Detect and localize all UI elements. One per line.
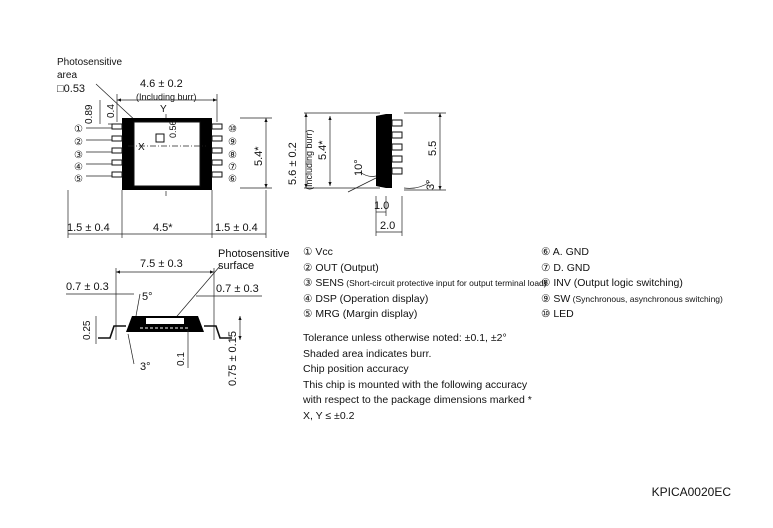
angle5-leader	[136, 294, 140, 316]
lead-right-dimension: 0.7 ± 0.3	[216, 283, 259, 295]
side-dim-20: 2.0	[380, 220, 396, 232]
dim-089: 0.89	[84, 104, 95, 124]
lead-left-dimension: 0.7 ± 0.3	[66, 281, 109, 293]
pin-label: ⑧	[228, 150, 237, 161]
pin-label: ②	[74, 137, 83, 148]
lead-10	[212, 124, 222, 129]
legend-item: ⑩ LED	[541, 308, 574, 320]
dim-025: 0.25	[82, 320, 93, 340]
surface-leader	[172, 266, 220, 322]
legend-item: ⑨ SW (Synchronous, asynchronous switching)	[541, 292, 723, 305]
side-view	[287, 113, 446, 236]
pin-label: ⑩	[228, 124, 237, 135]
lead-7	[212, 160, 222, 165]
dim-04: 0.4	[106, 104, 117, 118]
front-angle-3: 3°	[140, 361, 151, 373]
side-lead	[392, 156, 402, 162]
dim-056: 0.56	[168, 120, 178, 138]
note-line: This chip is mounted with the following accuracy	[303, 378, 528, 391]
side-body-left	[376, 114, 386, 188]
surface-label: Photosensitive	[218, 248, 290, 260]
side-angle-3: 3°	[425, 179, 437, 190]
area-dimension: □0.53	[57, 83, 86, 95]
lead-4	[112, 160, 122, 165]
angle-5: 5°	[142, 291, 153, 303]
front-lead-left	[98, 326, 126, 338]
lead-2	[112, 136, 122, 141]
center-span-dimension: 4.5*	[153, 222, 173, 234]
top-width-dimension: 4.6 ± 0.2	[140, 78, 183, 90]
surface-label-2: surface	[218, 260, 255, 272]
top-height-dimension: 5.4*	[253, 146, 265, 166]
side-body	[386, 114, 392, 188]
side-lead	[392, 120, 402, 126]
top-right-leads	[212, 124, 222, 177]
side-length-note: (Including burr)	[304, 129, 314, 190]
lead-6	[212, 172, 222, 177]
front-window	[146, 318, 184, 324]
legend-item: ⑥ A. GND	[541, 246, 589, 258]
pin-label: ⑥	[228, 174, 237, 185]
pin-label: ③	[74, 150, 83, 161]
pin-legend-right	[541, 245, 723, 323]
side-dim-10: 1.0	[374, 200, 390, 212]
dim-075: 0.75 ± 0.15	[227, 331, 239, 386]
side-height-dimension: 5.5	[427, 140, 439, 156]
side-lead	[392, 132, 402, 138]
axis-y-label: Y	[160, 104, 167, 115]
lead-9	[212, 136, 222, 141]
legend-item: ⑧ INV (Output logic switching)	[541, 277, 683, 289]
pin-label: ⑦	[228, 162, 237, 173]
legend-item: ⑤ MRG (Margin display)	[303, 308, 418, 320]
dim-01: 0.1	[176, 352, 187, 366]
side-body-dimension: 5.4*	[317, 140, 329, 160]
note-line: Tolerance unless otherwise noted: ±0.1, ±2°	[303, 332, 507, 344]
pin-legend-left	[303, 245, 547, 323]
left-span-dimension: 1.5 ± 0.4	[67, 222, 110, 234]
side-angle-leader	[348, 178, 376, 192]
legend-item: ② OUT (Output)	[303, 261, 379, 274]
lead-5	[112, 172, 122, 177]
pin-label: ④	[74, 162, 83, 173]
note-line: with respect to the package dimensions marked *	[303, 394, 532, 406]
side-angle-10: 10°	[353, 159, 365, 176]
note-line: Chip position accuracy	[303, 363, 409, 375]
legend-item: ③ SENS (Short-circuit protective input for output terminal load)	[303, 277, 547, 289]
top-width-note: (Including burr)	[136, 92, 197, 102]
side-lead	[392, 144, 402, 150]
pin-number-labels-right	[228, 124, 237, 185]
note-line: Shaded area indicates burr.	[303, 347, 432, 360]
top-package-window	[134, 122, 200, 186]
photosensitive-area-square	[156, 134, 164, 142]
legend-item: ⑦ D. GND	[541, 261, 591, 274]
side-length-dimension: 5.6 ± 0.2	[287, 142, 299, 185]
pin-number-labels-left	[74, 124, 83, 185]
photosensitive-area-label-2: area	[57, 70, 78, 81]
note-line: X, Y ≤ ±0.2	[303, 409, 355, 422]
angle3-leader	[128, 334, 134, 364]
top-left-leads	[112, 124, 122, 177]
right-span-dimension: 1.5 ± 0.4	[215, 222, 258, 234]
legend-item: ④ DSP (Operation display)	[303, 292, 429, 305]
pin-label: ⑨	[228, 137, 237, 148]
photosensitive-area-label: Photosensitive	[57, 57, 123, 68]
side-lead	[392, 168, 402, 174]
drawing-code: KPICA0020EC	[651, 485, 731, 499]
lead-8	[212, 148, 222, 153]
pin-label: ①	[74, 124, 83, 135]
side-leads	[392, 120, 402, 174]
top-view	[57, 57, 272, 238]
lead-1	[112, 124, 122, 129]
legend-item: ① Vcc	[303, 246, 333, 258]
pin-label: ⑤	[74, 174, 83, 185]
tolerance-notes	[303, 331, 532, 424]
front-width-dimension: 7.5 ± 0.3	[140, 258, 183, 270]
lead-3	[112, 148, 122, 153]
front-view	[66, 248, 290, 386]
axis-x-label: X	[138, 142, 145, 153]
